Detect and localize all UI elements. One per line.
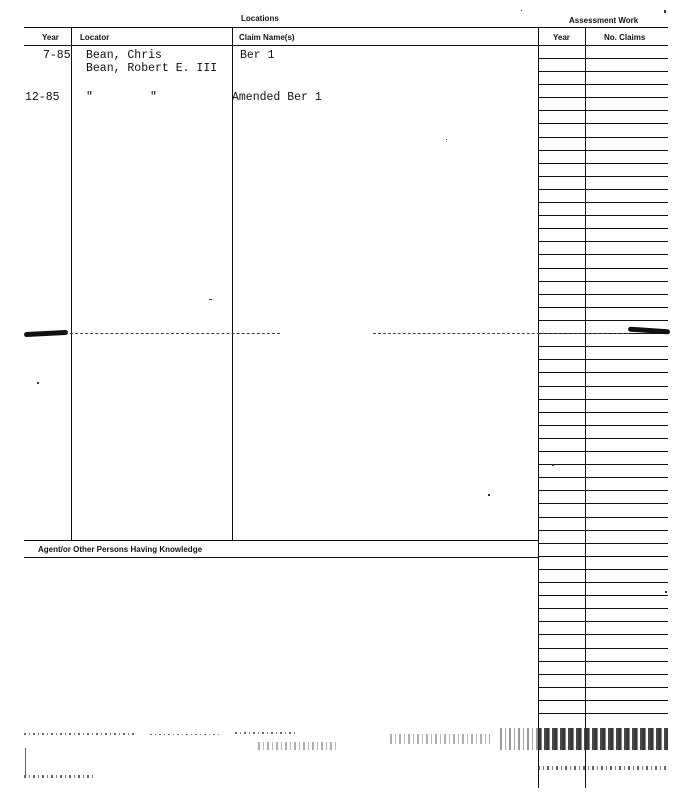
assessment-row-rule bbox=[538, 228, 668, 229]
year-locator-divider bbox=[71, 28, 72, 540]
claim-names-column-header: Claim Name(s) bbox=[239, 33, 295, 42]
entry-claim-name: Amended Ber 1 bbox=[232, 91, 322, 104]
scan-speck bbox=[488, 494, 490, 496]
assessment-row-rule bbox=[538, 477, 668, 478]
assessment-row-rule bbox=[538, 97, 668, 98]
assessment-row-rule bbox=[538, 569, 668, 570]
locations-header: Locations bbox=[241, 14, 279, 23]
assessment-row-rule bbox=[538, 490, 668, 491]
assessment-row-rule bbox=[538, 176, 668, 177]
scan-noise bbox=[538, 766, 668, 770]
ditto-mark: " bbox=[86, 91, 93, 104]
assessment-row-rule bbox=[538, 425, 668, 426]
assessment-row-rule bbox=[538, 634, 668, 635]
assessment-row-rule bbox=[538, 700, 668, 701]
assessment-row-rule bbox=[538, 530, 668, 531]
scan-noise bbox=[390, 734, 490, 744]
assessment-row-rule bbox=[538, 451, 668, 452]
assessment-row-rule bbox=[538, 241, 668, 242]
assessment-work-header: Assessment Work bbox=[569, 16, 639, 25]
assessment-row-rule bbox=[538, 123, 668, 124]
scan-speck bbox=[521, 10, 522, 11]
ditto-mark: " bbox=[150, 91, 157, 104]
assessment-row-rule bbox=[538, 386, 668, 387]
assessment-row-rule bbox=[538, 163, 668, 164]
assessment-row-rule bbox=[538, 202, 668, 203]
fold-line-left bbox=[70, 333, 280, 334]
scan-noise bbox=[24, 775, 94, 778]
scan-speck bbox=[552, 464, 554, 466]
assessment-row-rule bbox=[538, 268, 668, 269]
scan-speck bbox=[37, 382, 39, 384]
assessment-row-rule bbox=[538, 137, 668, 138]
assessment-row-rule bbox=[538, 150, 668, 151]
scan-noise bbox=[235, 732, 295, 734]
assessment-row-rule bbox=[538, 58, 668, 59]
entry-locator: Bean, Chris bbox=[86, 49, 162, 62]
assessment-row-rule bbox=[538, 110, 668, 111]
assessment-row-rule bbox=[538, 648, 668, 649]
year-column-header: Year bbox=[42, 33, 59, 42]
scan-speck bbox=[209, 299, 212, 300]
assessment-row-rule bbox=[538, 189, 668, 190]
assessment-row-rule bbox=[538, 372, 668, 373]
assessment-year-column-header: Year bbox=[553, 33, 570, 42]
assessment-row-rule bbox=[538, 294, 668, 295]
assessment-row-rule bbox=[538, 503, 668, 504]
assessment-row-rule bbox=[538, 543, 668, 544]
assessment-row-rule bbox=[538, 412, 668, 413]
assessment-row-rule bbox=[538, 687, 668, 688]
assessment-row-rule bbox=[538, 713, 668, 714]
agent-section-top-rule bbox=[24, 540, 538, 541]
assessment-row-rule bbox=[538, 281, 668, 282]
assessment-row-rule bbox=[538, 320, 668, 321]
assessment-row-rule bbox=[538, 438, 668, 439]
fold-mark-left bbox=[24, 330, 68, 337]
assessment-row-rule bbox=[538, 307, 668, 308]
assessment-row-rule bbox=[538, 71, 668, 72]
no-claims-column-header: No. Claims bbox=[604, 33, 646, 42]
scan-noise bbox=[258, 742, 338, 750]
assessment-row-rule bbox=[538, 215, 668, 216]
assessment-row-rule bbox=[538, 254, 668, 255]
assessment-row-rule bbox=[538, 517, 668, 518]
header-bottom-rule bbox=[24, 45, 668, 46]
scan-edge bbox=[25, 748, 26, 778]
assessment-row-rule bbox=[538, 346, 668, 347]
assessment-row-rule bbox=[538, 582, 668, 583]
assessment-row-rule bbox=[538, 608, 668, 609]
entry-claim-name: Ber 1 bbox=[240, 49, 275, 62]
assessment-row-rule bbox=[538, 84, 668, 85]
assessment-row-rule bbox=[538, 464, 668, 465]
scan-noise bbox=[538, 728, 668, 750]
fold-line-right bbox=[373, 333, 629, 334]
agent-header: Agent/or Other Persons Having Knowledge bbox=[38, 545, 203, 554]
locator-column-header: Locator bbox=[80, 33, 110, 42]
agent-section-bottom-rule bbox=[24, 557, 538, 558]
scan-speck bbox=[446, 139, 447, 140]
assessment-row-rule bbox=[538, 661, 668, 662]
scan-noise bbox=[24, 733, 134, 735]
entry-locator: Bean, Robert E. III bbox=[86, 62, 218, 75]
assessment-row-rule bbox=[538, 621, 668, 622]
header-top-rule bbox=[24, 27, 668, 28]
scan-noise bbox=[150, 734, 220, 735]
scan-speck bbox=[665, 591, 667, 593]
assessment-row-rule bbox=[538, 595, 668, 596]
scan-noise bbox=[500, 728, 538, 750]
assessment-row-rule bbox=[538, 674, 668, 675]
scan-speck bbox=[664, 10, 666, 13]
entry-year: 12-85 bbox=[25, 91, 60, 104]
entry-year: 7-85 bbox=[43, 49, 71, 62]
assessment-row-rule bbox=[538, 359, 668, 360]
assessment-row-rule bbox=[538, 556, 668, 557]
assessment-row-rule bbox=[538, 399, 668, 400]
locator-claim-divider bbox=[232, 28, 233, 540]
